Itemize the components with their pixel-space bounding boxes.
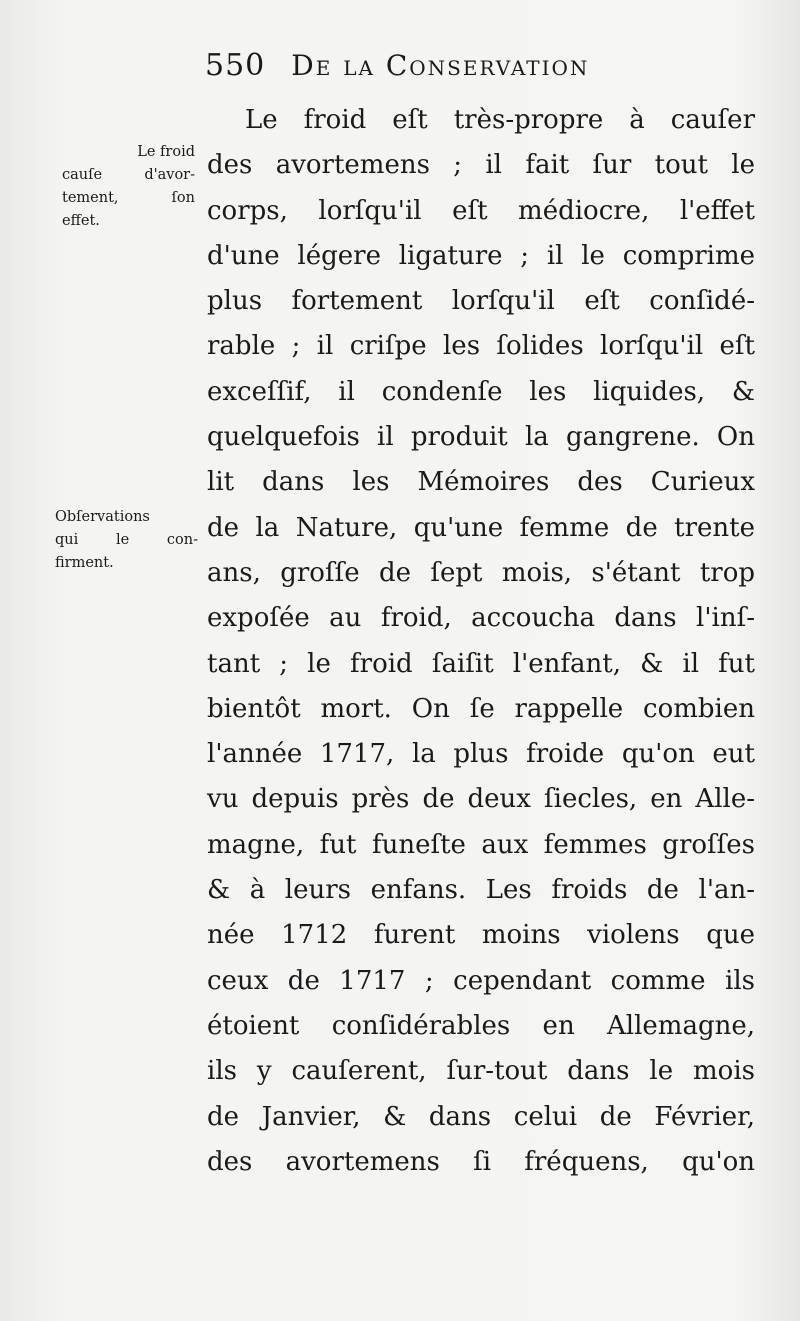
- margin-note-observations: [55, 506, 198, 575]
- margin-note-cold-effect: [62, 141, 195, 233]
- text-line: ans, groſſe de ſept mois, s'étant trop: [207, 557, 755, 588]
- running-title: De la Conservation: [291, 49, 590, 82]
- text-line: exceſſif, il condenſe les liquides, &: [207, 376, 755, 407]
- margin-note-line: cauſe d'avor-: [62, 167, 195, 183]
- text-line: bientôt mort. On ſe rappelle combien: [207, 693, 755, 724]
- margin-note-line: firment.: [55, 555, 114, 571]
- text-line: vu depuis près de deux ſiecles, en Alle-: [207, 784, 755, 815]
- text-line: des avortemens ; il fait ſur tout le: [207, 150, 755, 181]
- text-line: de Janvier, & dans celui de Février,: [207, 1101, 755, 1132]
- margin-note-line: effet.: [62, 213, 100, 229]
- text-line: expoſée au froid, accoucha dans l'inſ-: [207, 603, 755, 634]
- text-line: corps, lorſqu'il eſt médiocre, l'effet: [207, 195, 755, 226]
- text-line: d'une légere ligature ; il le comprime: [207, 240, 755, 271]
- page-header: [205, 48, 675, 92]
- page-number: 550: [205, 48, 266, 83]
- text-line: de la Nature, qu'une femme de trente: [207, 512, 755, 543]
- text-line: rable ; il criſpe les ſolides lorſqu'il eſt: [207, 331, 755, 362]
- text-line: ils y cauſerent, ſur-tout dans le mois: [207, 1056, 755, 1087]
- text-line: des avortemens ſi fréquens, qu'on: [207, 1146, 755, 1177]
- margin-note-line: Le froid: [137, 144, 195, 160]
- text-line: quelquefois il produit la gangrene. On: [207, 422, 755, 453]
- margin-note-line: tement, ſon: [62, 190, 195, 206]
- text-line: plus fortement lorſqu'il eſt conſidé-: [207, 286, 755, 317]
- text-line: l'année 1717, la plus froide qu'on eut: [207, 739, 755, 770]
- text-line: ceux de 1717 ; cependant comme ils: [207, 965, 755, 996]
- text-line: & à leurs enfans. Les froids de l'an-: [207, 875, 755, 906]
- text-line: magne, fut funeſte aux femmes groſſes: [207, 829, 755, 860]
- text-line: tant ; le froid ſaiſit l'enfant, & il fut: [207, 648, 755, 679]
- text-line: née 1712 furent moins violens que: [207, 920, 755, 951]
- margin-note-line: qui le con-: [55, 532, 198, 548]
- margin-note-line: Obſervations: [55, 509, 150, 525]
- text-line: étoient conſidérables en Allemagne,: [207, 1010, 755, 1041]
- body-text: [207, 98, 755, 1185]
- text-line: lit dans les Mémoires des Curieux: [207, 467, 755, 498]
- text-line: Le froid eſt très-propre à cauſer: [245, 105, 755, 135]
